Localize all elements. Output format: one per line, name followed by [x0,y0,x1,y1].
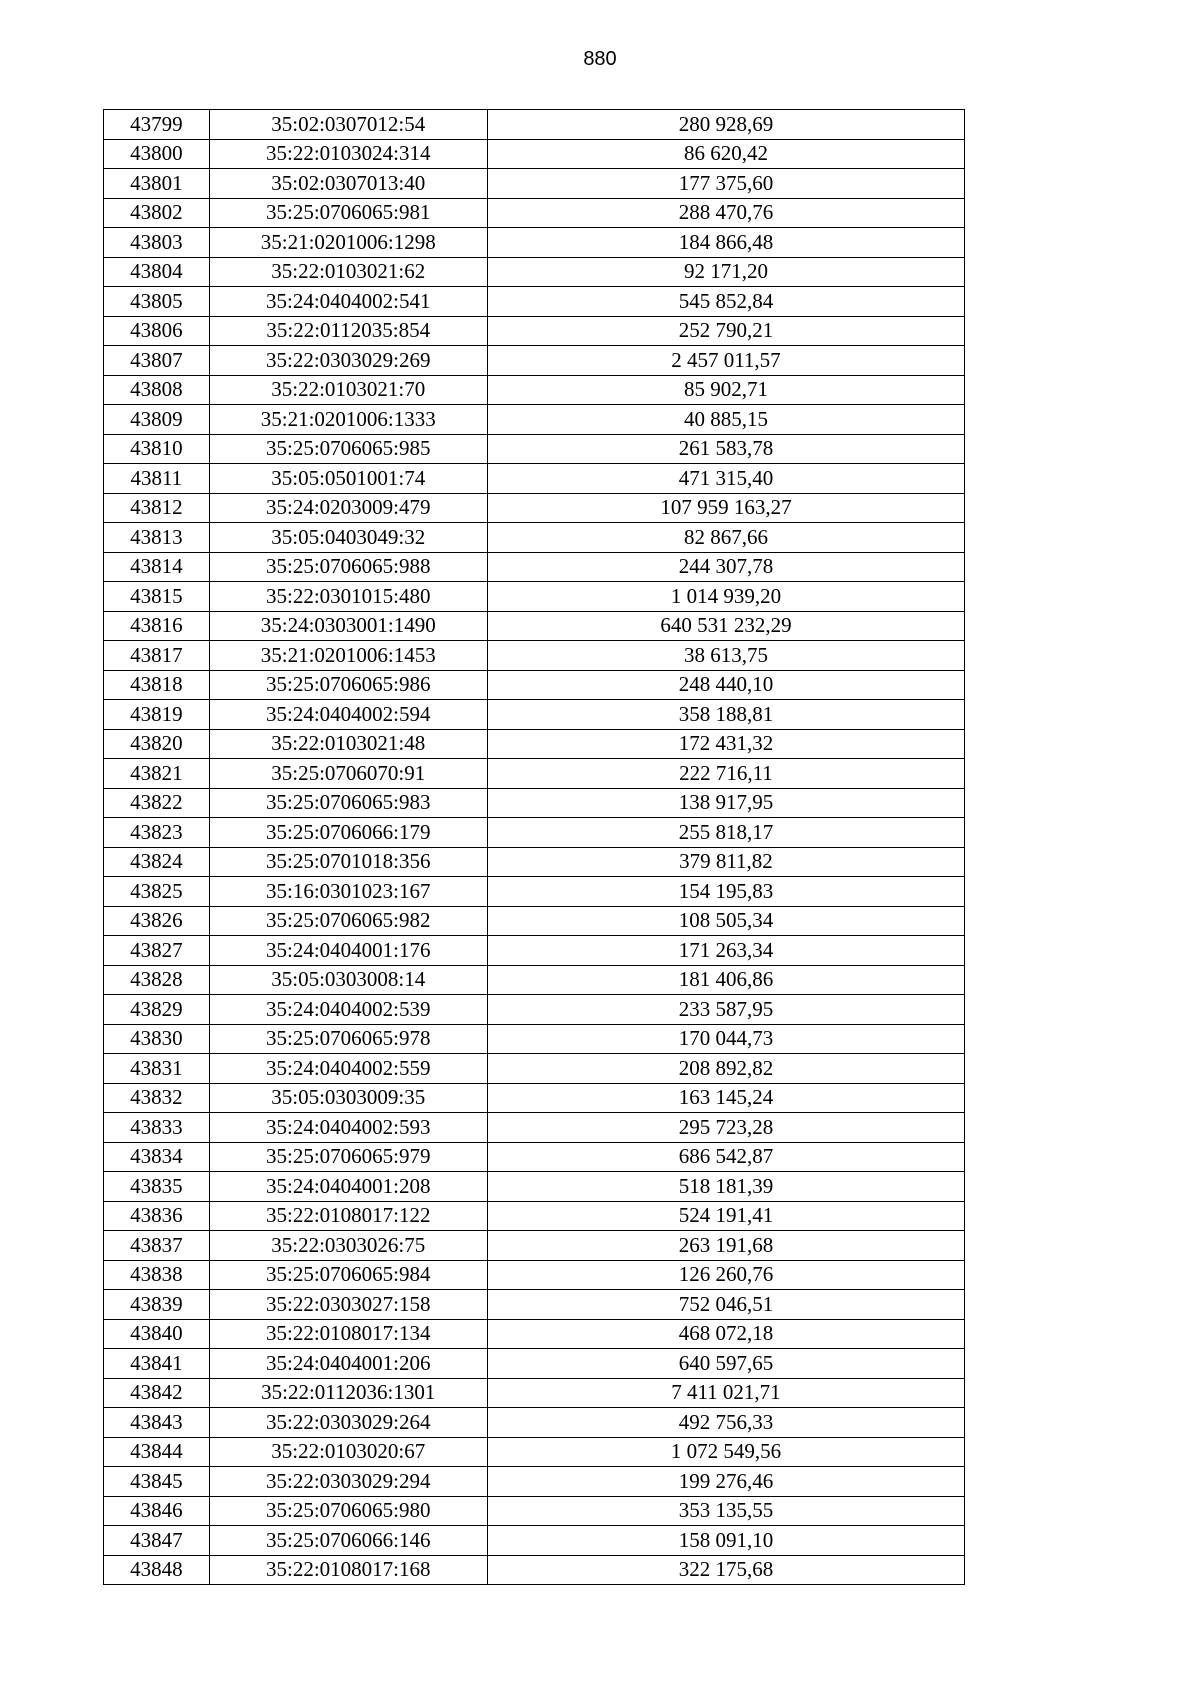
table-row [104,1290,965,1320]
row-number-cell: 43813 [104,523,210,553]
cadastral-number-cell: 35:25:0706070:91 [209,759,487,789]
table-row [104,877,965,907]
cadastral-number-cell: 35:25:0706066:179 [209,818,487,848]
value-cell: 86 620,42 [487,139,964,169]
row-number-cell: 43844 [104,1437,210,1467]
cadastral-number-cell: 35:22:0103020:67 [209,1437,487,1467]
cadastral-number-cell: 35:24:0404001:208 [209,1172,487,1202]
table-body [104,110,965,1585]
table-row [104,139,965,169]
table-row [104,257,965,287]
value-cell: 1 014 939,20 [487,582,964,612]
cadastral-number-cell: 35:22:0303026:75 [209,1231,487,1261]
cadastral-number-cell: 35:22:0301015:480 [209,582,487,612]
table-row [104,906,965,936]
value-cell: 752 046,51 [487,1290,964,1320]
cadastral-number-cell: 35:21:0201006:1298 [209,228,487,258]
value-cell: 208 892,82 [487,1054,964,1084]
value-cell: 172 431,32 [487,729,964,759]
table-row [104,316,965,346]
table-row [104,1113,965,1143]
table-row [104,1024,965,1054]
row-number-cell: 43810 [104,434,210,464]
cadastral-number-cell: 35:22:0112036:1301 [209,1378,487,1408]
table-row [104,346,965,376]
row-number-cell: 43848 [104,1555,210,1585]
row-number-cell: 43823 [104,818,210,848]
cadastral-number-cell: 35:25:0706065:986 [209,670,487,700]
row-number-cell: 43835 [104,1172,210,1202]
cadastral-number-cell: 35:22:0108017:134 [209,1319,487,1349]
row-number-cell: 43799 [104,110,210,140]
cadastral-number-cell: 35:24:0404002:541 [209,287,487,317]
cadastral-number-cell: 35:24:0404002:594 [209,700,487,730]
row-number-cell: 43834 [104,1142,210,1172]
table-row [104,1054,965,1084]
row-number-cell: 43841 [104,1349,210,1379]
value-cell: 524 191,41 [487,1201,964,1231]
cadastral-number-cell: 35:21:0201006:1333 [209,405,487,435]
value-cell: 7 411 021,71 [487,1378,964,1408]
table-row [104,1496,965,1526]
table-row [104,198,965,228]
cadastral-number-cell: 35:22:0103021:48 [209,729,487,759]
row-number-cell: 43803 [104,228,210,258]
table-row [104,965,965,995]
table-row [104,1349,965,1379]
row-number-cell: 43812 [104,493,210,523]
table-row [104,995,965,1025]
cadastral-number-cell: 35:24:0404001:176 [209,936,487,966]
cadastral-number-cell: 35:25:0706065:988 [209,552,487,582]
cadastral-number-cell: 35:24:0404002:559 [209,1054,487,1084]
value-cell: 468 072,18 [487,1319,964,1349]
page-number: 880 [583,48,617,70]
value-cell: 82 867,66 [487,523,964,553]
value-cell: 38 613,75 [487,641,964,671]
table-row [104,1260,965,1290]
cadastral-number-cell: 35:21:0201006:1453 [209,641,487,671]
table-row [104,759,965,789]
row-number-cell: 43838 [104,1260,210,1290]
row-number-cell: 43847 [104,1526,210,1556]
row-number-cell: 43801 [104,169,210,199]
cadastral-number-cell: 35:05:0403049:32 [209,523,487,553]
table-row [104,818,965,848]
row-number-cell: 43833 [104,1113,210,1143]
row-number-cell: 43842 [104,1378,210,1408]
value-cell: 686 542,87 [487,1142,964,1172]
value-cell: 252 790,21 [487,316,964,346]
row-number-cell: 43837 [104,1231,210,1261]
table-row [104,1467,965,1497]
row-number-cell: 43825 [104,877,210,907]
cadastral-number-cell: 35:22:0303029:294 [209,1467,487,1497]
cadastral-number-cell: 35:02:0307012:54 [209,110,487,140]
cadastral-number-cell: 35:05:0303008:14 [209,965,487,995]
row-number-cell: 43826 [104,906,210,936]
table-row [104,405,965,435]
value-cell: 107 959 163,27 [487,493,964,523]
value-cell: 138 917,95 [487,788,964,818]
table-row [104,1555,965,1585]
table-row [104,523,965,553]
value-cell: 199 276,46 [487,1467,964,1497]
cadastral-number-cell: 35:25:0706065:981 [209,198,487,228]
row-number-cell: 43816 [104,611,210,641]
row-number-cell: 43830 [104,1024,210,1054]
row-number-cell: 43846 [104,1496,210,1526]
row-number-cell: 43821 [104,759,210,789]
table-row [104,1083,965,1113]
cadastral-number-cell: 35:22:0103021:70 [209,375,487,405]
value-cell: 255 818,17 [487,818,964,848]
cadastral-number-cell: 35:16:0301023:167 [209,877,487,907]
value-cell: 184 866,48 [487,228,964,258]
table-row [104,169,965,199]
table-row [104,1142,965,1172]
row-number-cell: 43832 [104,1083,210,1113]
table-row [104,434,965,464]
value-cell: 379 811,82 [487,847,964,877]
value-cell: 640 531 232,29 [487,611,964,641]
row-number-cell: 43819 [104,700,210,730]
row-number-cell: 43814 [104,552,210,582]
value-cell: 471 315,40 [487,464,964,494]
cadastral-number-cell: 35:22:0112035:854 [209,316,487,346]
cadastral-number-cell: 35:22:0108017:168 [209,1555,487,1585]
value-cell: 108 505,34 [487,906,964,936]
table-row [104,493,965,523]
value-cell: 222 716,11 [487,759,964,789]
cadastral-number-cell: 35:25:0706065:984 [209,1260,487,1290]
cadastral-number-cell: 35:25:0706065:985 [209,434,487,464]
row-number-cell: 43820 [104,729,210,759]
value-cell: 2 457 011,57 [487,346,964,376]
table-row [104,936,965,966]
value-cell: 171 263,34 [487,936,964,966]
row-number-cell: 43831 [104,1054,210,1084]
cadastral-number-cell: 35:25:0701018:356 [209,847,487,877]
table-row [104,1378,965,1408]
table-row [104,228,965,258]
cadastral-number-cell: 35:22:0103021:62 [209,257,487,287]
cadastral-number-cell: 35:25:0706066:146 [209,1526,487,1556]
table-row [104,700,965,730]
table-row [104,1201,965,1231]
value-cell: 248 440,10 [487,670,964,700]
value-cell: 85 902,71 [487,375,964,405]
value-cell: 244 307,78 [487,552,964,582]
cadastral-number-cell: 35:25:0706065:982 [209,906,487,936]
table-row [104,1526,965,1556]
value-cell: 154 195,83 [487,877,964,907]
row-number-cell: 43818 [104,670,210,700]
row-number-cell: 43815 [104,582,210,612]
table-row [104,287,965,317]
table-row [104,375,965,405]
value-cell: 233 587,95 [487,995,964,1025]
cadastral-number-cell: 35:25:0706065:979 [209,1142,487,1172]
value-cell: 177 375,60 [487,169,964,199]
cadastral-number-cell: 35:22:0303027:158 [209,1290,487,1320]
row-number-cell: 43805 [104,287,210,317]
cadastral-number-cell: 35:05:0501001:74 [209,464,487,494]
row-number-cell: 43806 [104,316,210,346]
cadastral-number-cell: 35:22:0303029:269 [209,346,487,376]
value-cell: 280 928,69 [487,110,964,140]
table-row [104,582,965,612]
cadastral-number-cell: 35:02:0307013:40 [209,169,487,199]
value-cell: 518 181,39 [487,1172,964,1202]
row-number-cell: 43824 [104,847,210,877]
row-number-cell: 43829 [104,995,210,1025]
value-cell: 295 723,28 [487,1113,964,1143]
cadastral-number-cell: 35:22:0303029:264 [209,1408,487,1438]
cadastral-number-cell: 35:24:0303001:1490 [209,611,487,641]
row-number-cell: 43843 [104,1408,210,1438]
cadastral-number-cell: 35:24:0404001:206 [209,1349,487,1379]
row-number-cell: 43809 [104,405,210,435]
value-cell: 358 188,81 [487,700,964,730]
table-row [104,611,965,641]
row-number-cell: 43845 [104,1467,210,1497]
table-row [104,1319,965,1349]
cadastral-number-cell: 35:22:0108017:122 [209,1201,487,1231]
cadastral-number-cell: 35:25:0706065:980 [209,1496,487,1526]
row-number-cell: 43828 [104,965,210,995]
row-number-cell: 43840 [104,1319,210,1349]
row-number-cell: 43817 [104,641,210,671]
cadastral-number-cell: 35:24:0404002:539 [209,995,487,1025]
value-cell: 126 260,76 [487,1260,964,1290]
table-row [104,1437,965,1467]
table-row [104,670,965,700]
value-cell: 640 597,65 [487,1349,964,1379]
table-row [104,110,965,140]
row-number-cell: 43827 [104,936,210,966]
row-number-cell: 43811 [104,464,210,494]
cadastral-number-cell: 35:05:0303009:35 [209,1083,487,1113]
value-cell: 40 885,15 [487,405,964,435]
table-row [104,788,965,818]
value-cell: 261 583,78 [487,434,964,464]
value-cell: 158 091,10 [487,1526,964,1556]
table-row [104,1172,965,1202]
row-number-cell: 43804 [104,257,210,287]
cadastral-number-cell: 35:22:0103024:314 [209,139,487,169]
value-cell: 492 756,33 [487,1408,964,1438]
row-number-cell: 43839 [104,1290,210,1320]
table-row [104,729,965,759]
cadastral-number-cell: 35:25:0706065:978 [209,1024,487,1054]
value-cell: 288 470,76 [487,198,964,228]
value-cell: 170 044,73 [487,1024,964,1054]
value-cell: 181 406,86 [487,965,964,995]
row-number-cell: 43808 [104,375,210,405]
value-cell: 92 171,20 [487,257,964,287]
row-number-cell: 43800 [104,139,210,169]
row-number-cell: 43822 [104,788,210,818]
value-cell: 545 852,84 [487,287,964,317]
cadastral-number-cell: 35:24:0203009:479 [209,493,487,523]
value-cell: 322 175,68 [487,1555,964,1585]
row-number-cell: 43802 [104,198,210,228]
cadastral-number-cell: 35:24:0404002:593 [209,1113,487,1143]
table-row [104,1231,965,1261]
cadastral-number-cell: 35:25:0706065:983 [209,788,487,818]
value-cell: 163 145,24 [487,1083,964,1113]
table-row [104,464,965,494]
table-row [104,641,965,671]
value-cell: 263 191,68 [487,1231,964,1261]
table-row [104,552,965,582]
value-cell: 1 072 549,56 [487,1437,964,1467]
value-cell: 353 135,55 [487,1496,964,1526]
table-row [104,1408,965,1438]
row-number-cell: 43836 [104,1201,210,1231]
row-number-cell: 43807 [104,346,210,376]
table-row [104,847,965,877]
data-table [103,109,965,1585]
